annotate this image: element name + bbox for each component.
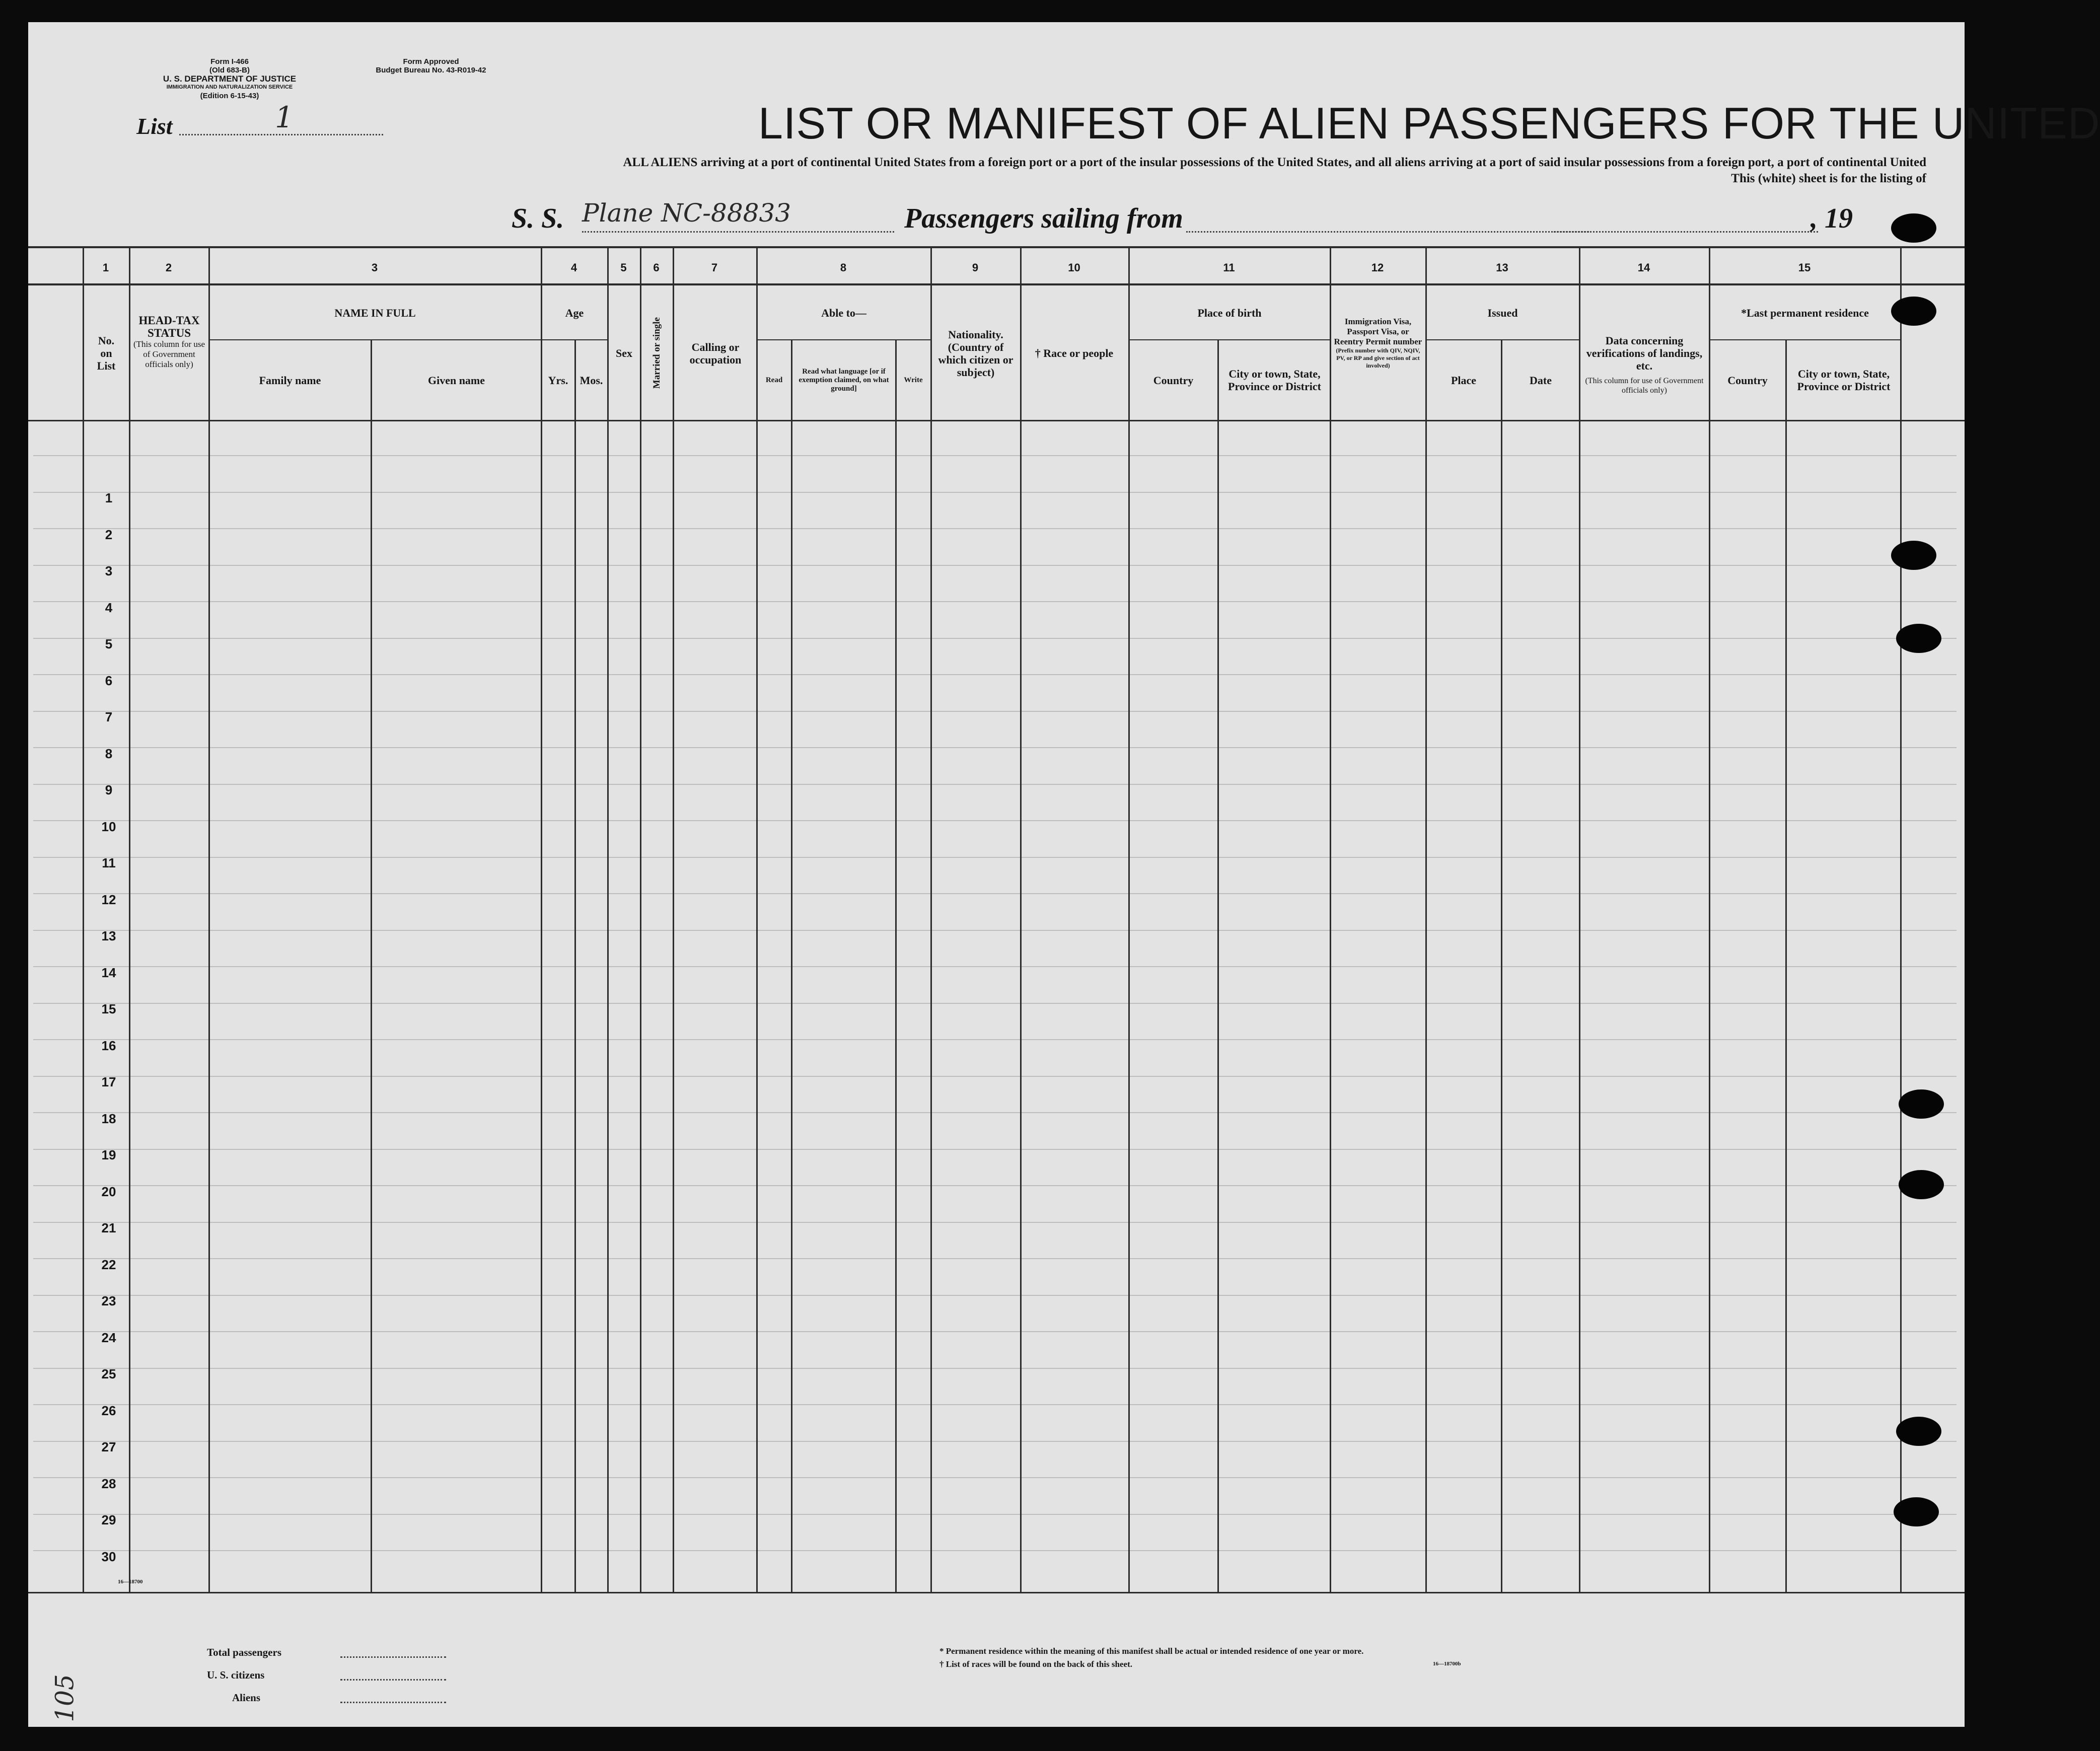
ruled-line (33, 1149, 1957, 1150)
page-title: LIST OR MANIFEST OF ALIEN PASSENGERS FOR THE UNITED (758, 98, 2100, 148)
total-passengers-label: Total passengers (207, 1646, 281, 1658)
colnum-12: 12 (1371, 261, 1384, 274)
colnum-9: 9 (972, 261, 979, 274)
approval-line1: Form Approved (403, 57, 459, 66)
col-line (1785, 339, 1787, 1593)
ruled-line (33, 747, 1957, 748)
row-number: 29 (101, 1512, 116, 1527)
header-married (641, 286, 673, 420)
table-bottom-border (28, 1592, 1965, 1593)
row-number: 10 (101, 819, 116, 834)
punch-hole (1891, 213, 1936, 243)
col-line (1579, 246, 1580, 1593)
header-visa (1332, 317, 1424, 370)
omb-number: (Old 683-B) (209, 66, 250, 75)
data-concerning-note: (This column for use of Government officials only) (1585, 377, 1704, 395)
row-number: 16 (101, 1038, 116, 1053)
row-number: 28 (101, 1476, 116, 1491)
row-number: 26 (101, 1403, 116, 1418)
header-residence-country: Country (1727, 374, 1768, 387)
colnum-14: 14 (1637, 261, 1650, 274)
head-tax-label: HEAD-TAX STATUS (138, 314, 200, 339)
col-line (1020, 246, 1022, 1593)
ruled-line (33, 966, 1957, 967)
col-line (541, 246, 542, 1593)
header-able-to: Able to— (821, 307, 866, 319)
ruled-line (33, 1222, 1957, 1223)
ss-label: S. S. (512, 203, 564, 234)
row-number: 6 (105, 673, 113, 688)
header-age: Age (565, 307, 584, 319)
service-name: IMMIGRATION AND NATURALIZATION SERVICE (166, 84, 293, 90)
col-line (208, 246, 210, 1593)
col-line (756, 246, 758, 1593)
manifest-sheet (28, 22, 2100, 1727)
col-line (1330, 246, 1331, 1593)
ruled-line (33, 784, 1957, 785)
ruled-line (33, 1258, 1957, 1259)
row-number: 14 (101, 965, 116, 980)
colnum-5: 5 (620, 261, 627, 274)
header-last-residence: *Last permanent residence (1741, 307, 1869, 319)
ruled-line (33, 1039, 1957, 1040)
ruled-line (33, 492, 1957, 493)
ruled-line (33, 601, 1957, 602)
col-line (673, 246, 674, 1593)
header-data-concerning (1583, 334, 1706, 395)
header-issued: Issued (1487, 307, 1518, 319)
header-mos: Mos. (580, 374, 603, 387)
year-label: , 19 (1811, 203, 1853, 234)
ruled-line (33, 1514, 1957, 1515)
row-number: 3 (105, 563, 113, 578)
row-number: 24 (101, 1330, 116, 1345)
punch-hole (1899, 1089, 1944, 1119)
row-number: 2 (105, 527, 113, 542)
row-number: 20 (101, 1184, 116, 1199)
ruled-line (33, 565, 1957, 566)
punch-hole (1894, 1497, 1939, 1526)
ruled-line (33, 1185, 1957, 1186)
colnum-10: 10 (1068, 261, 1080, 274)
header-bottom-border (28, 420, 1965, 421)
edition: (Edition 6-15-43) (200, 92, 259, 100)
header-read: Read (765, 376, 783, 384)
punch-hole (1891, 541, 1936, 570)
row-number: 13 (101, 928, 116, 943)
department-name: U. S. DEPARTMENT OF JUSTICE (163, 74, 297, 84)
ruled-line (33, 930, 1957, 931)
row-number: 25 (101, 1366, 116, 1381)
header-nationality: Nationality. (Country of which citizen or subject) (938, 328, 1013, 379)
married-label: Married or single (651, 317, 662, 389)
colnum-15: 15 (1798, 261, 1811, 274)
header-race: † Race or people (1035, 347, 1114, 359)
colnum-8: 8 (840, 261, 847, 274)
row-number: 23 (101, 1293, 116, 1308)
header-no-on-list: No. on List (97, 334, 116, 372)
col-line (640, 246, 641, 1593)
head-tax-note: (This column for use of Government officials only) (133, 339, 205, 369)
total-passengers-field[interactable] (340, 1656, 446, 1658)
ruled-line (33, 711, 1957, 712)
ruled-line (33, 1404, 1957, 1405)
col-line (1900, 246, 1902, 1593)
row-number: 15 (101, 1001, 116, 1016)
col-line (895, 339, 897, 1593)
header-head-tax (131, 314, 207, 370)
punch-hole (1899, 1170, 1944, 1199)
aliens-field[interactable] (340, 1702, 446, 1703)
ruled-line (33, 820, 1957, 821)
margin-handwriting: 105 (50, 1674, 80, 1722)
us-citizens-field[interactable] (340, 1679, 446, 1681)
row-number: 18 (101, 1111, 116, 1126)
table-top-border (28, 246, 1965, 248)
colnum-7: 7 (711, 261, 718, 274)
ruled-line (33, 857, 1957, 858)
approval-line2: Budget Bureau No. 43-R019-42 (376, 66, 486, 75)
colnum-13: 13 (1496, 261, 1508, 274)
colnum-3: 3 (371, 261, 378, 274)
col-line (574, 339, 576, 1593)
colnum-1: 1 (102, 261, 109, 274)
form-number: Form I-466 (210, 57, 249, 66)
ss-field[interactable] (582, 231, 894, 233)
col-line (1709, 246, 1710, 1593)
data-concerning-label: Data concerning verifications of landings, etc. (1586, 334, 1703, 372)
aliens-label: Aliens (232, 1692, 261, 1704)
visa-label: Immigration Visa, Passport Visa, or Reentry Permit number (1334, 317, 1422, 346)
row-number: 1 (105, 490, 113, 505)
header-given-name: Given name (427, 374, 485, 387)
print-code: 16—18700 (118, 1579, 143, 1585)
row-number: 5 (105, 636, 113, 651)
col-line (791, 339, 792, 1593)
ruled-line (33, 455, 1957, 456)
sailing-date-field[interactable] (1554, 231, 1818, 233)
ruled-line (33, 638, 1957, 639)
col-line (371, 339, 372, 1593)
col-line (607, 246, 609, 1593)
header-sex: Sex (616, 347, 632, 359)
subtitle-line2: This (white) sheet is for the listing of (1731, 172, 1926, 185)
subtitle-line1: ALL ALIENS arriving at a port of continental United States from a foreign port or a port of the insular possessions of the United States, and all aliens arriving at a port of said insular possessions from a foreign port, a port of continental United (623, 156, 1926, 169)
colnum-2: 2 (165, 261, 172, 274)
header-birth-country: Country (1153, 374, 1194, 387)
row-number: 17 (101, 1074, 116, 1089)
col-line (129, 246, 130, 1593)
ruled-line (33, 893, 1957, 894)
list-value: 1 (275, 100, 294, 134)
col-line (1128, 246, 1130, 1593)
header-birth-city: City or town, State, Province or District (1228, 368, 1321, 393)
ruled-line (33, 1331, 1957, 1332)
ruled-line (33, 1112, 1957, 1113)
header-yrs: Yrs. (548, 374, 568, 387)
row-number: 22 (101, 1257, 116, 1272)
colnum-6: 6 (653, 261, 660, 274)
ruled-line (33, 1295, 1957, 1296)
ss-handwritten: Plane NC-88833 (582, 198, 791, 228)
ruled-line (33, 1441, 1957, 1442)
header-issued-date: Date (1530, 374, 1552, 387)
header-name-in-full: NAME IN FULL (334, 307, 416, 319)
header-place-of-birth: Place of birth (1197, 307, 1262, 319)
col-line (930, 246, 932, 1593)
form-info (129, 57, 330, 100)
row-number: 11 (102, 855, 116, 870)
ruled-line (33, 528, 1957, 529)
row-number: 12 (101, 892, 116, 907)
col-line (1217, 339, 1219, 1593)
ruled-line (33, 1076, 1957, 1077)
header-calling: Calling or occupation (689, 340, 742, 366)
header-issued-place: Place (1451, 374, 1477, 387)
us-citizens-label: U. S. citizens (207, 1669, 265, 1681)
punch-hole (1896, 624, 1941, 653)
footnote-races: † List of races will be found on the back of this sheet. (939, 1659, 1132, 1669)
row-number: 7 (105, 709, 113, 724)
punch-hole (1896, 1417, 1941, 1446)
punch-hole (1891, 297, 1936, 326)
footer-code: 16—18700b (1433, 1661, 1461, 1667)
approval (350, 57, 512, 75)
ruled-line (33, 1477, 1957, 1478)
header-read-language: Read what language [or if exemption claimed, on what ground] (799, 367, 889, 393)
footnote-permanent-residence: * Permanent residence within the meaning of this manifest shall be actual or intended residence of one year or more. (939, 1646, 1364, 1656)
row-number: 30 (101, 1549, 116, 1564)
ruled-line (33, 1003, 1957, 1004)
header-residence-city: City or town, State, Province or District (1797, 368, 1891, 393)
row-number: 8 (105, 746, 113, 761)
sailing-label: Passengers sailing from (904, 203, 1183, 234)
row-number: 21 (101, 1220, 116, 1235)
colnum-4: 4 (570, 261, 577, 274)
row-number: 9 (105, 782, 113, 797)
header-family-name: Family name (259, 374, 321, 387)
header-write: Write (904, 376, 923, 384)
colnum-11: 11 (1223, 261, 1235, 274)
row-number: 27 (101, 1439, 116, 1454)
sailing-from-field[interactable] (1186, 231, 1589, 233)
colnum-divider (28, 283, 1965, 285)
col-line (1501, 339, 1502, 1593)
col-line (83, 246, 84, 1593)
ruled-line (33, 1368, 1957, 1369)
ruled-line (33, 1550, 1957, 1551)
row-number: 4 (105, 600, 113, 615)
row-number: 19 (101, 1147, 116, 1162)
col-line (1425, 246, 1427, 1593)
ruled-line (33, 674, 1957, 675)
visa-note: (Prefix number with QIV, NQIV, PV, or RP and give section of act involved) (1336, 347, 1420, 369)
list-label: List (136, 113, 173, 139)
